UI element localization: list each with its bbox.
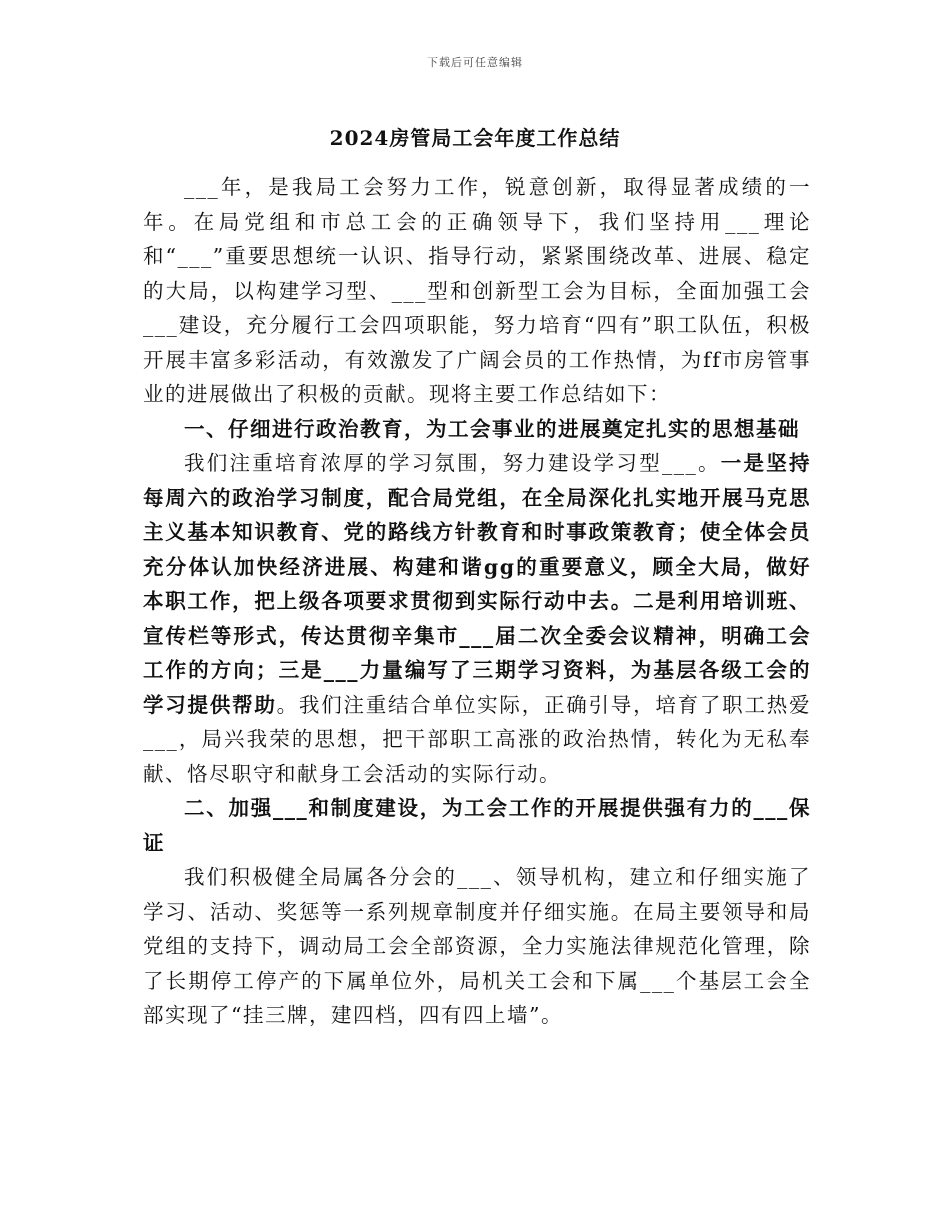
page-header-note: 下载后可任意编辑 xyxy=(427,56,523,69)
section-2-heading: 二、加强___和制度建设，为工会工作的开展提供强有力的___保证 xyxy=(143,796,811,855)
section-1-paragraph xyxy=(143,446,811,791)
section-2-paragraph: 我们积极健全局属各分会的___、领导机构，建立和仔细实施了学习、活动、奖惩等一系列规章制度并仔细实施。在局主要领导和局党组的支持下，调动局工会全部资源，全力实施法律规范化管理，除了长期停工停产的下属单位外，局机关工会和下属___个基层工会全部实现了“挂三牌，建四档，四有四上墙”。 xyxy=(143,865,811,1027)
section-1-bold-text: 一是坚持每周六的政治学习制度，配合局党组，在全局深化扎实地开展马克思主义基本知识教育、党的路线方针教育和时事政策教育；使全体会员充分体认加快经济进展、构建和谐gg的重要意义，顾全大局，做好本职工作，把上级各项要求贯彻到实际行动中去。二是利用培训班、宣传栏等形式，传达贯彻辛集市___届二次全委会议精神，明确工会工作的方向；三是___力量编写了三期学习资料，为基层各级工会的学习提供帮助 xyxy=(143,451,812,717)
section-1-tail: 。我们注重结合单位实际，正确引导，培育了职工热爱___，局兴我荣的思想，把干部职工高涨的政治热情，转化为无私奉献、恪尽职守和献身工会活动的实际行动。 xyxy=(143,692,811,786)
intro-paragraph: ___年，是我局工会努力工作，锐意创新，取得显著成绩的一年。在局党组和市总工会的正确领导下，我们坚持用___理论和“___”重要思想统一认识、指导行动，紧紧围绕改革、进展、稳定的大局，以构建学习型、___型和创新型工会为目标，全面加强工会___建设，充分履行工会四项职能，努力培育“四有”职工队伍，积极开展丰富多彩活动，有效激发了广阔会员的工作热情，为ff市房管事业的进展做出了积极的贡献。现将主要工作总结如下： xyxy=(143,175,811,406)
document-title: 2024房管局工会年度工作总结 xyxy=(329,126,621,150)
document-body xyxy=(143,170,811,1033)
section-1-lead: 我们注重培育浓厚的学习氛围，努力建设学习型___。 xyxy=(184,451,721,475)
section-1-heading: 一、仔细进行政治教育，为工会事业的进展奠定扎实的思想基础 xyxy=(184,416,800,441)
